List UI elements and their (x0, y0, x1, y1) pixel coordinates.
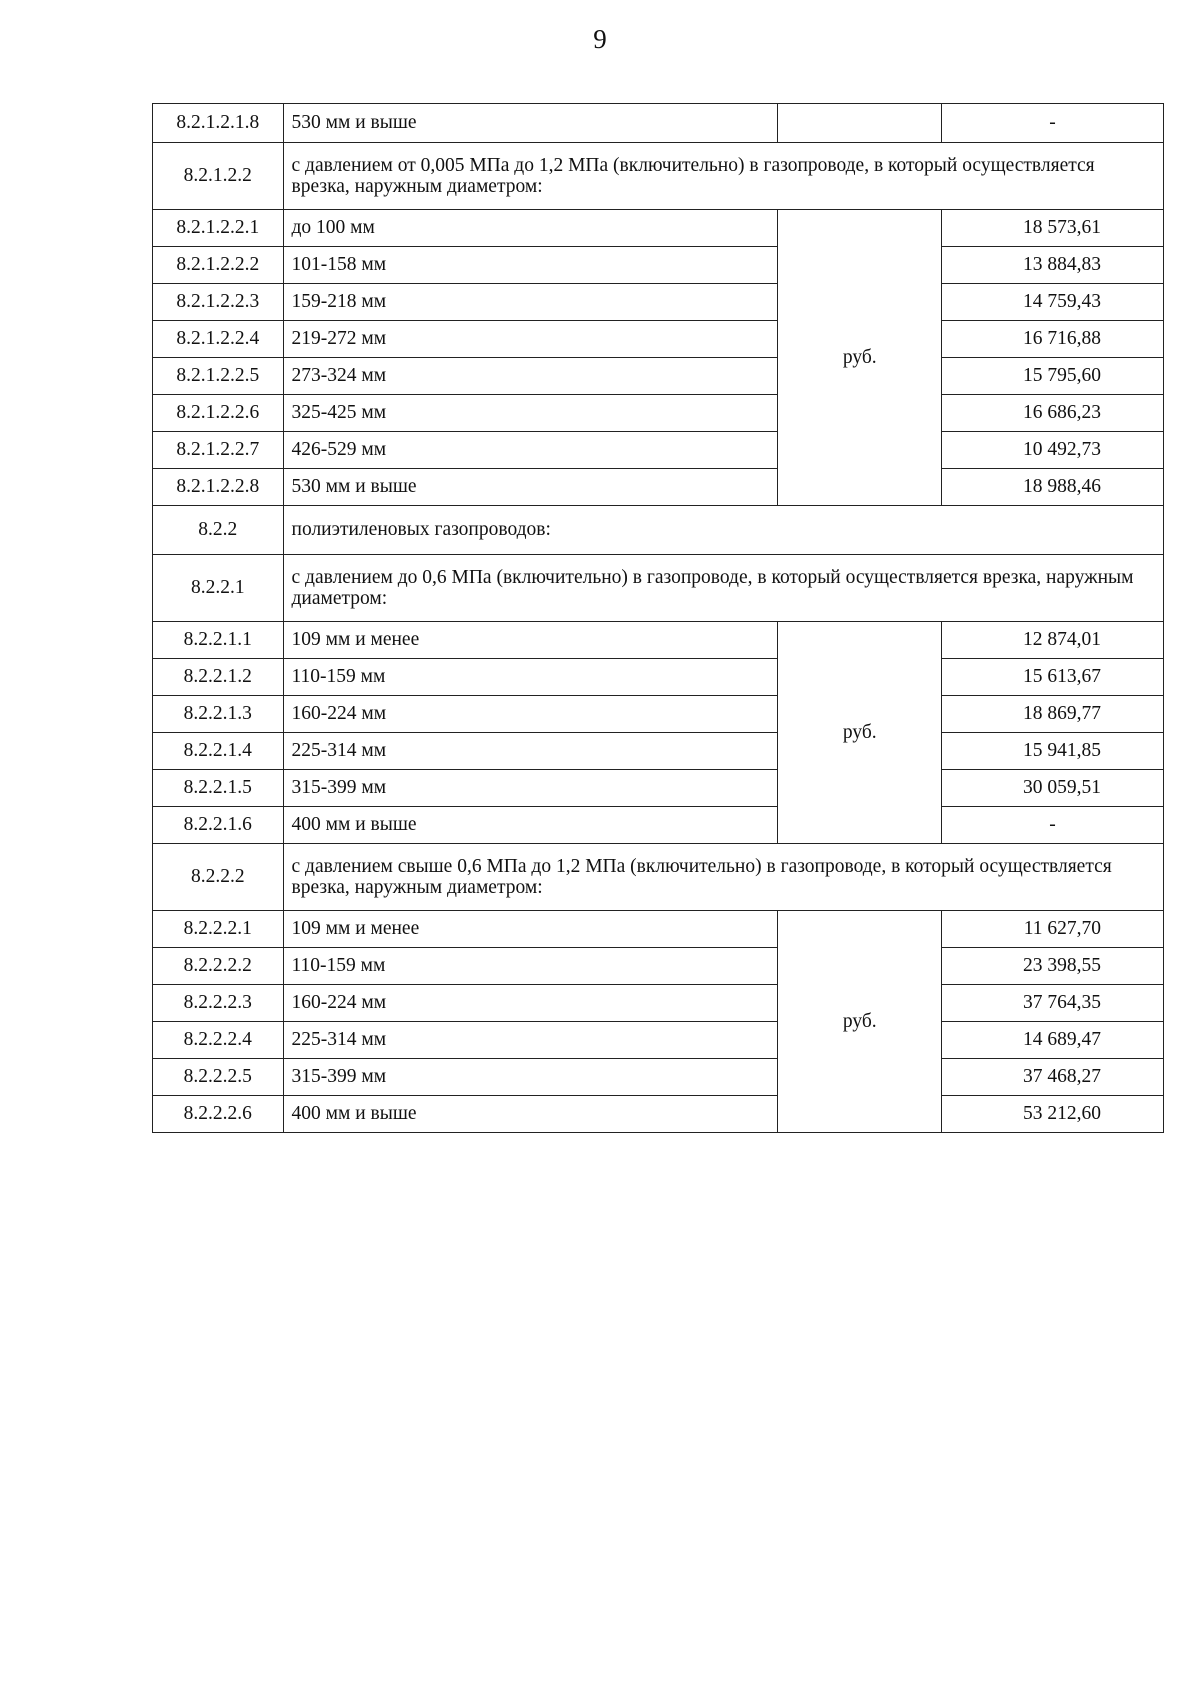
row-code: 8.2.2.1.2 (153, 659, 284, 696)
row-code: 8.2.1.2.2.4 (153, 321, 284, 358)
row-value: 18 573,61 (942, 210, 1164, 247)
row-name: 400 мм и выше (283, 1096, 778, 1133)
table-row (153, 432, 1164, 469)
section-row (153, 844, 1164, 911)
row-unit (778, 104, 942, 143)
row-value: 30 059,51 (942, 770, 1164, 807)
unit-cell: руб. (778, 622, 942, 844)
row-name: 225-314 мм (283, 1022, 778, 1059)
row-value: 11 627,70 (942, 911, 1164, 948)
table-row (153, 1096, 1164, 1133)
row-value: 14 759,43 (942, 284, 1164, 321)
unit-cell: руб. (778, 911, 942, 1133)
section-title: полиэтиленовых газопроводов: (283, 506, 1163, 555)
row-name: 225-314 мм (283, 733, 778, 770)
table-row (153, 358, 1164, 395)
row-value: 23 398,55 (942, 948, 1164, 985)
table-row (153, 321, 1164, 358)
row-code: 8.2.2.2.2 (153, 948, 284, 985)
row-name: 109 мм и менее (283, 911, 778, 948)
section-code: 8.2.2.1 (153, 555, 284, 622)
table-row (153, 659, 1164, 696)
row-name: 160-224 мм (283, 696, 778, 733)
section-code: 8.2.2 (153, 506, 284, 555)
unit-cell: руб. (778, 210, 942, 506)
row-code: 8.2.1.2.1.8 (153, 104, 284, 143)
table-row (153, 770, 1164, 807)
row-code: 8.2.1.2.2.5 (153, 358, 284, 395)
row-code: 8.2.1.2.2.6 (153, 395, 284, 432)
row-name: 530 мм и выше (283, 104, 778, 143)
row-name: 325-425 мм (283, 395, 778, 432)
row-value: 13 884,83 (942, 247, 1164, 284)
row-name: 159-218 мм (283, 284, 778, 321)
section-title: с давлением свыше 0,6 МПа до 1,2 МПа (включительно) в газопроводе, в который осуществляется врезка, наружным диаметром: (283, 844, 1163, 911)
row-value: 12 874,01 (942, 622, 1164, 659)
table-row (153, 733, 1164, 770)
row-value: 15 941,85 (942, 733, 1164, 770)
tariff-table (152, 103, 1164, 1133)
row-code: 8.2.2.1.1 (153, 622, 284, 659)
page-number: 9 (593, 24, 607, 54)
row-value: - (942, 104, 1164, 143)
table-row (153, 948, 1164, 985)
section-row (153, 555, 1164, 622)
row-value: 15 795,60 (942, 358, 1164, 395)
row-code: 8.2.2.1.3 (153, 696, 284, 733)
table-row (153, 1022, 1164, 1059)
row-code: 8.2.1.2.2.8 (153, 469, 284, 506)
section-title: с давлением от 0,005 МПа до 1,2 МПа (включительно) в газопроводе, в который осуществляется врезка, наружным диаметром: (283, 143, 1163, 210)
row-name: 219-272 мм (283, 321, 778, 358)
row-code: 8.2.2.2.4 (153, 1022, 284, 1059)
row-name: до 100 мм (283, 210, 778, 247)
row-code: 8.2.2.2.1 (153, 911, 284, 948)
row-code: 8.2.1.2.2.3 (153, 284, 284, 321)
row-value: 37 764,35 (942, 985, 1164, 1022)
row-code: 8.2.1.2.2.2 (153, 247, 284, 284)
table-row (153, 985, 1164, 1022)
row-name: 110-159 мм (283, 659, 778, 696)
section-title: с давлением до 0,6 МПа (включительно) в газопроводе, в который осуществляется врезка, наружным диаметром: (283, 555, 1163, 622)
table-row (153, 1059, 1164, 1096)
row-value: 37 468,27 (942, 1059, 1164, 1096)
table-row (153, 284, 1164, 321)
row-code: 8.2.2.1.5 (153, 770, 284, 807)
section-row (153, 143, 1164, 210)
row-code: 8.2.2.2.5 (153, 1059, 284, 1096)
table-row (153, 622, 1164, 659)
row-name: 400 мм и выше (283, 807, 778, 844)
row-value: 16 716,88 (942, 321, 1164, 358)
row-code: 8.2.2.1.6 (153, 807, 284, 844)
row-code: 8.2.1.2.2.1 (153, 210, 284, 247)
row-name: 110-159 мм (283, 948, 778, 985)
table-row (153, 247, 1164, 284)
row-name: 426-529 мм (283, 432, 778, 469)
row-value: 10 492,73 (942, 432, 1164, 469)
row-value: 16 686,23 (942, 395, 1164, 432)
row-code: 8.2.2.2.6 (153, 1096, 284, 1133)
section-row (153, 506, 1164, 555)
row-name: 109 мм и менее (283, 622, 778, 659)
row-code: 8.2.2.2.3 (153, 985, 284, 1022)
row-value: 18 869,77 (942, 696, 1164, 733)
table-row (153, 104, 1164, 143)
row-name: 530 мм и выше (283, 469, 778, 506)
row-value: 14 689,47 (942, 1022, 1164, 1059)
table-row (153, 911, 1164, 948)
row-name: 315-399 мм (283, 1059, 778, 1096)
table-row (153, 469, 1164, 506)
table-row (153, 210, 1164, 247)
row-value: 15 613,67 (942, 659, 1164, 696)
section-code: 8.2.1.2.2 (153, 143, 284, 210)
row-name: 160-224 мм (283, 985, 778, 1022)
section-code: 8.2.2.2 (153, 844, 284, 911)
row-value: 18 988,46 (942, 469, 1164, 506)
row-code: 8.2.1.2.2.7 (153, 432, 284, 469)
table-row (153, 395, 1164, 432)
row-code: 8.2.2.1.4 (153, 733, 284, 770)
row-value: - (942, 807, 1164, 844)
row-name: 273-324 мм (283, 358, 778, 395)
row-name: 315-399 мм (283, 770, 778, 807)
row-value: 53 212,60 (942, 1096, 1164, 1133)
table-row (153, 807, 1164, 844)
row-name: 101-158 мм (283, 247, 778, 284)
table-row (153, 696, 1164, 733)
